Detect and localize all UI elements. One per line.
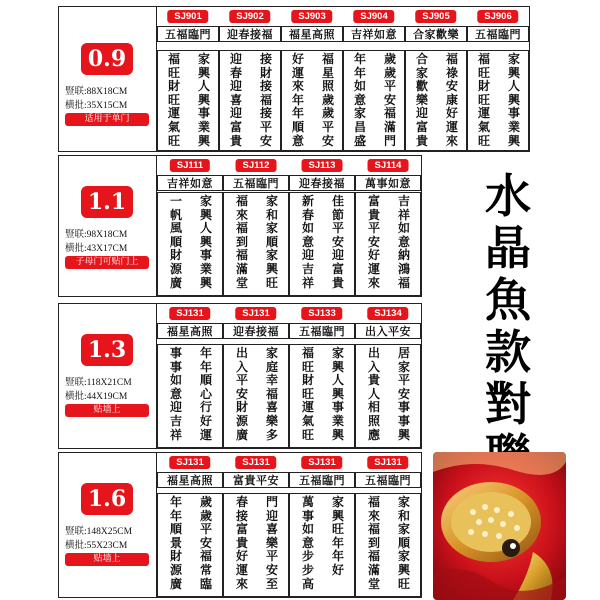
- size-info: [59, 304, 157, 448]
- left-couplet-line: 年 年 順 景 財 源 廣: [169, 495, 182, 591]
- vertical-lines-box: [467, 50, 529, 151]
- item-code: SJ905: [415, 10, 456, 23]
- left-couplet-line: 福 旺 財 旺 運 氣 旺: [477, 52, 490, 148]
- item-code: SJ114: [368, 159, 409, 172]
- horizontal-size: 横批:44X19CM: [65, 392, 128, 402]
- couplet-item[interactable]: [355, 156, 421, 298]
- left-couplet-line: 出 入 平 安 財 源 廣: [235, 346, 248, 442]
- left-couplet-line: 好 運 來 年 年 順 意: [291, 52, 304, 148]
- left-couplet-line: 迎 春 迎 喜 迎 富 貴: [229, 52, 242, 148]
- left-couplet-line: 萬 事 如 意 步 步 高: [301, 495, 314, 591]
- horizontal-banner: 富貴平安: [223, 472, 289, 488]
- vertical-lines-box: [289, 344, 355, 448]
- item-code: SJ903: [291, 10, 332, 23]
- item-code: SJ111: [170, 159, 210, 172]
- left-couplet-line: 一 帆 風 順 財 源 廣: [169, 194, 182, 290]
- vertical-lines-box: [355, 493, 421, 597]
- size-badge: 1.6: [81, 483, 133, 515]
- couplet-item[interactable]: [157, 7, 219, 153]
- horizontal-size: 横批:35X15CM: [65, 101, 128, 111]
- right-couplet-line: 家 和 家 順 家 興 旺: [265, 194, 278, 290]
- horizontal-banner: 萬事如意: [355, 175, 421, 191]
- right-couplet-line: 吉 祥 如 意 納 鴻 福: [397, 194, 410, 290]
- vertical-size: 豎联:118X21CM: [65, 378, 132, 388]
- usage-note: 贴墙上: [65, 553, 149, 566]
- right-couplet-line: 歲 歲 平 安 福 常 臨: [199, 495, 212, 591]
- vertical-lines-box: [343, 50, 405, 151]
- right-couplet-line: 居 家 平 安 事 事 興: [397, 346, 410, 442]
- vertical-lines-box: [157, 192, 223, 296]
- couplet-item[interactable]: [289, 156, 355, 298]
- vertical-lines-box: [355, 192, 421, 296]
- right-couplet-line: 家 興 人 興 事 業 興: [199, 194, 212, 290]
- couplet-item[interactable]: [405, 7, 467, 153]
- couplet-item[interactable]: [355, 304, 421, 450]
- right-couplet-line: 家 興 人 興 事 業 興: [507, 52, 520, 148]
- item-code: SJ906: [477, 10, 518, 23]
- right-couplet-line: 家 興 人 興 事 業 興: [197, 52, 210, 148]
- horizontal-banner: 出入平安: [355, 323, 421, 339]
- horizontal-banner: 吉祥如意: [343, 26, 405, 42]
- size-badge: 1.3: [81, 334, 133, 366]
- usage-note: 适用于单门: [65, 113, 149, 126]
- right-couplet-line: 家 興 旺 年 年 好: [331, 495, 344, 577]
- left-couplet-line: 福 來 福 到 福 滿 堂: [235, 194, 248, 290]
- couplet-item[interactable]: [343, 7, 405, 153]
- horizontal-banner: 五福臨門: [355, 472, 421, 488]
- vertical-lines-box: [223, 192, 289, 296]
- horizontal-banner: 福星高照: [157, 323, 223, 339]
- right-couplet-line: 歲 歲 平 安 福 滿 門: [383, 52, 396, 148]
- title-char: 款: [485, 325, 531, 379]
- couplet-item[interactable]: [157, 453, 223, 599]
- vertical-lines-box: [157, 50, 219, 151]
- item-code: SJ134: [367, 307, 408, 320]
- right-couplet-line: 佳 節 平 安 迎 富 貴: [331, 194, 344, 290]
- horizontal-banner: 吉祥如意: [157, 175, 223, 191]
- right-couplet-line: 福 祿 安 康 好 運 來: [445, 52, 458, 148]
- horizontal-banner: 迎春接福: [289, 175, 355, 191]
- horizontal-banner: 五福臨門: [467, 26, 529, 42]
- horizontal-banner: 迎春接福: [223, 323, 289, 339]
- usage-note: 子母门可贴门上: [65, 256, 149, 269]
- horizontal-banner: 五福臨門: [223, 175, 289, 191]
- item-code: SJ113: [302, 159, 343, 172]
- right-couplet-line: 接 財 接 福 接 平 安: [259, 52, 272, 148]
- title-char: 水: [485, 169, 531, 223]
- title-char: 魚: [485, 273, 531, 327]
- horizontal-banner: 五福臨門: [157, 26, 219, 42]
- horizontal-size: 横批:43X17CM: [65, 244, 128, 254]
- product-photo: [433, 452, 566, 600]
- couplet-item[interactable]: [355, 453, 421, 599]
- item-code: SJ131: [169, 456, 210, 469]
- item-code: SJ904: [353, 10, 394, 23]
- vertical-lines-box: [405, 50, 467, 151]
- left-couplet-line: 事 事 如 意 迎 吉 祥: [169, 346, 182, 442]
- vertical-size: 豎联:88X18CM: [65, 87, 128, 97]
- size-badge: 1.1: [81, 186, 133, 218]
- horizontal-banner: 福星高照: [281, 26, 343, 42]
- right-couplet-line: 家 興 人 興 事 業 興: [331, 346, 344, 442]
- item-code: SJ131: [301, 456, 342, 469]
- left-couplet-line: 新 春 如 意 迎 吉 祥: [301, 194, 314, 290]
- couplet-item[interactable]: [467, 7, 529, 153]
- size-info: [59, 7, 157, 151]
- couplet-item[interactable]: [223, 156, 289, 298]
- couplet-item[interactable]: [157, 304, 223, 450]
- right-couplet-line: 門 迎 喜 樂 平 安 至: [265, 495, 278, 591]
- left-couplet-line: 合 家 歡 樂 迎 富 貴: [415, 52, 428, 148]
- item-code: SJ131: [235, 307, 276, 320]
- title-char: 晶: [485, 221, 531, 275]
- vertical-size: 豎联:148X25CM: [65, 527, 133, 537]
- vertical-lines-box: [355, 344, 421, 448]
- usage-note: 贴墙上: [65, 404, 149, 417]
- horizontal-banner: 五福臨門: [289, 323, 355, 339]
- couplet-item[interactable]: [223, 304, 289, 450]
- horizontal-banner: 五福臨門: [289, 472, 355, 488]
- fish-couplet-image: [433, 452, 566, 600]
- right-couplet-line: 年 年 順 心 行 好 運: [199, 346, 212, 442]
- horizontal-banner: 迎春接福: [219, 26, 281, 42]
- vertical-lines-box: [223, 493, 289, 597]
- right-couplet-line: 家 和 家 順 家 興 旺: [397, 495, 410, 591]
- couplet-item[interactable]: [289, 453, 355, 599]
- right-couplet-line: 家 庭 幸 福 喜 樂 多: [265, 346, 278, 442]
- item-code: SJ131: [235, 456, 276, 469]
- size-block-1-1: [58, 155, 422, 297]
- left-couplet-line: 富 貴 平 安 好 運 來: [367, 194, 380, 290]
- item-code: SJ131: [367, 456, 408, 469]
- left-couplet-line: 福 旺 財 旺 運 氣 旺: [167, 52, 180, 148]
- left-couplet-line: 福 來 福 到 福 滿 堂: [367, 495, 380, 591]
- size-info: [59, 156, 157, 296]
- couplet-item[interactable]: [289, 304, 355, 450]
- size-block-1-6: [58, 452, 422, 598]
- horizontal-size: 横批:55X23CM: [65, 541, 128, 551]
- vertical-lines-box: [289, 493, 355, 597]
- size-block-0-9: [58, 6, 530, 152]
- item-code: SJ112: [236, 159, 277, 172]
- vertical-size: 豎联:98X18CM: [65, 230, 128, 240]
- size-block-1-3: [58, 303, 422, 449]
- vertical-lines-box: [157, 344, 223, 448]
- title-char: 對: [485, 377, 531, 431]
- item-code: SJ131: [169, 307, 210, 320]
- item-code: SJ133: [301, 307, 342, 320]
- vertical-lines-box: [289, 192, 355, 296]
- product-title: [478, 170, 538, 482]
- left-couplet-line: 年 年 如 意 家 昌 盛: [353, 52, 366, 148]
- vertical-lines-box: [223, 344, 289, 448]
- size-info: [59, 453, 157, 597]
- size-badge: 0.9: [81, 43, 133, 75]
- left-couplet-line: 福 旺 財 旺 運 氣 旺: [301, 346, 314, 442]
- left-couplet-line: 出 入 貴 人 相 照 應: [367, 346, 380, 442]
- couplet-item[interactable]: [157, 156, 223, 298]
- couplet-item[interactable]: [281, 7, 343, 153]
- horizontal-banner: 合家歡樂: [405, 26, 467, 42]
- item-code: SJ902: [229, 10, 270, 23]
- right-couplet-line: 福 星 照 歲 歲 平 安: [321, 52, 334, 148]
- left-couplet-line: 春 接 富 貴 好 運 來: [235, 495, 248, 591]
- vertical-lines-box: [157, 493, 223, 597]
- horizontal-banner: 福星高照: [157, 472, 223, 488]
- couplet-item[interactable]: [223, 453, 289, 599]
- vertical-lines-box: [219, 50, 281, 151]
- vertical-lines-box: [281, 50, 343, 151]
- couplet-item[interactable]: [219, 7, 281, 153]
- item-code: SJ901: [167, 10, 208, 23]
